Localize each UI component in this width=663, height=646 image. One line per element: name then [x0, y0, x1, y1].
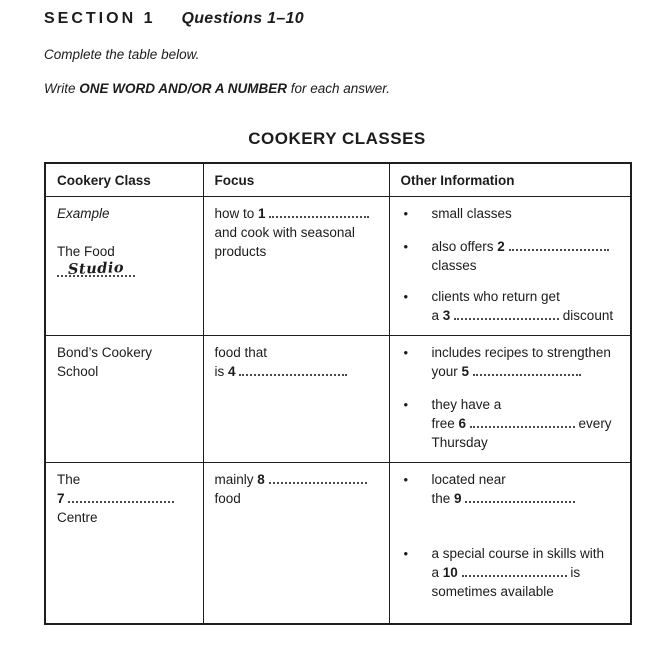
text: discount [559, 308, 614, 323]
cell-class-q7 [45, 463, 203, 624]
cell-other-q5-q6 [389, 336, 631, 463]
question-number: 9 [454, 491, 462, 506]
table-row-example [45, 197, 631, 336]
question-number: 8 [257, 472, 265, 487]
text: sometimes available [431, 584, 554, 599]
text: food [214, 491, 241, 506]
text: located near [431, 472, 506, 487]
cell-focus-q4 [203, 336, 389, 463]
bullet-icon: • [403, 289, 409, 304]
cell-other-q9-q10 [389, 463, 631, 624]
table-title: COOKERY CLASSES [248, 129, 426, 148]
bullet-icon: • [403, 239, 409, 254]
answer-blank [454, 309, 559, 320]
text: The [57, 472, 81, 487]
col-header-other-information: Other Information [389, 163, 631, 197]
text: how to [214, 206, 259, 221]
answer-blank [470, 417, 575, 428]
question-number: 6 [458, 416, 467, 431]
cell-class-example [45, 197, 203, 336]
text: is [214, 364, 228, 379]
bullet-item [400, 544, 627, 601]
col-header-focus: Focus [203, 163, 389, 197]
text: your [431, 364, 462, 379]
bullet-text [432, 237, 627, 275]
bullet-text [432, 343, 627, 381]
answer-blank [239, 365, 347, 376]
answer-blank [462, 566, 567, 577]
cell-other-q2-q3 [389, 197, 631, 336]
text: the [431, 491, 455, 506]
bullet-item [400, 343, 627, 381]
answer-blank [68, 492, 174, 503]
cell-class-bonds [45, 336, 203, 463]
text: small classes [431, 206, 512, 221]
example-label: Example [57, 206, 110, 221]
text: Bond’s Cookery School [57, 345, 153, 379]
answer-blank-filled [57, 258, 135, 278]
question-number: 5 [461, 364, 470, 379]
text: also offers [431, 239, 498, 254]
table-row-centre [45, 463, 631, 624]
question-number: 4 [228, 364, 236, 379]
emphasized-text: ONE WORD AND/OR A NUMBER [79, 81, 287, 96]
cell-focus-q8 [203, 463, 389, 624]
bullet-icon: • [403, 397, 409, 412]
handwritten-answer: Studio [67, 258, 125, 278]
text: for each answer. [287, 81, 391, 96]
text: includes recipes to strengthen [431, 345, 611, 360]
text: a special course in skills with [431, 546, 605, 561]
answer-blank [473, 365, 581, 376]
text: a [431, 565, 443, 580]
bullet-item [400, 204, 627, 223]
bullet-text [432, 470, 627, 508]
table-row-bonds [45, 336, 631, 463]
text: Centre [57, 510, 98, 525]
bullet-icon: • [403, 546, 409, 561]
bullet-item [400, 395, 627, 452]
bullet-text [432, 395, 627, 452]
instruction-word-limit [44, 81, 663, 96]
text: every [574, 416, 612, 431]
question-number: 10 [442, 565, 458, 580]
text: is [566, 565, 581, 580]
questions-range-label: Questions 1–10 [181, 10, 304, 27]
question-number: 2 [497, 239, 505, 254]
text: Write [44, 81, 80, 96]
answer-blank [269, 207, 369, 218]
section-label: SECTION 1 [44, 10, 156, 27]
bullet-icon: • [403, 472, 409, 487]
text: they have a [431, 397, 502, 412]
question-number: 3 [442, 308, 451, 323]
instruction-complete-table: Complete the table below. [44, 47, 200, 62]
table-header-row [45, 163, 631, 197]
question-number: 7 [57, 491, 65, 506]
section-heading [44, 10, 663, 28]
col-header-cookery-class: Cookery Class [45, 163, 203, 197]
bullet-icon: • [403, 206, 409, 221]
text: Thursday [431, 435, 488, 450]
bullet-text [432, 287, 627, 325]
text: and cook with seasonal products [214, 225, 355, 259]
text: food that [214, 345, 268, 360]
bullet-item [400, 237, 627, 275]
bullet-icon: • [403, 345, 409, 360]
bullet-item [400, 470, 627, 508]
text: classes [431, 258, 477, 273]
answer-blank [509, 240, 609, 251]
text: mainly [214, 472, 258, 487]
bullet-text [432, 204, 627, 223]
text: clients who return get [431, 289, 560, 304]
question-number: 1 [258, 206, 266, 221]
bullet-text [432, 544, 627, 601]
answer-blank [269, 473, 367, 484]
text: a [431, 308, 443, 323]
cookery-classes-table [44, 162, 632, 625]
text: free [431, 416, 459, 431]
text: The Food [57, 244, 115, 259]
answer-blank [465, 492, 575, 503]
cell-focus-q1 [203, 197, 389, 336]
bullet-item [400, 287, 627, 325]
